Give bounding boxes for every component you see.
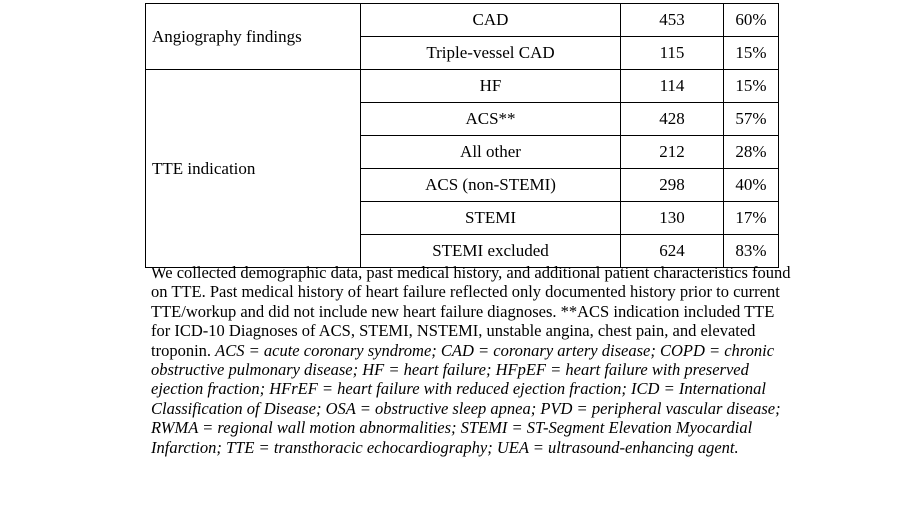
results-table [145,3,779,268]
row-item: ACS** [361,103,621,136]
row-percent: 57% [724,103,779,136]
row-item: ACS (non-STEMI) [361,169,621,202]
footnote-abbreviations: ACS = acute coronary syndrome; CAD = coronary artery disease; COPD = chronic obstructive pulmonary disease; HF = heart failure; HFpEF = heart failure with preserved ejection fraction; HFrEF = heart failure with reduced ejection fraction; ICD = International Classification of Disease; OSA = obstructive sleep apnea; PVD = peripheral vascular disease; RWMA = regional wall motion abnormalities; STEMI = ST-Segment Elevation Myocardial Infarction; TTE = transthoracic echocardiography; UEA = ultrasound-enhancing agent. [151,340,781,457]
row-count: 298 [621,169,724,202]
row-item: All other [361,136,621,169]
group-label-tte-indication: TTE indication [146,70,361,268]
row-percent: 60% [724,4,779,37]
footnote-body: We collected demographic data, past medical history, and additional patient characteristics found on TTE. Past medical history of heart failure reflected only documented history prior to current TTE/workup and did not include new heart failure diagnoses. **ACS indication included TTE for ICD-10 Diagnoses of ACS, STEMI, NSTEMI, unstable angina, chest pain, and elevated troponin. [151,263,791,360]
row-count: 115 [621,37,724,70]
row-percent: 17% [724,202,779,235]
table-footnote [151,263,791,457]
table-row [146,70,779,103]
table-row [146,4,779,37]
table-body [146,4,779,268]
row-percent: 83% [724,235,779,268]
row-percent: 28% [724,136,779,169]
row-count: 453 [621,4,724,37]
row-item: STEMI excluded [361,235,621,268]
row-count: 130 [621,202,724,235]
row-item: Triple-vessel CAD [361,37,621,70]
results-table-container [145,3,778,268]
group-label-angiography-findings: Angiography findings [146,4,361,70]
row-count: 624 [621,235,724,268]
row-percent: 40% [724,169,779,202]
row-percent: 15% [724,70,779,103]
row-count: 114 [621,70,724,103]
row-percent: 15% [724,37,779,70]
row-count: 212 [621,136,724,169]
row-item: HF [361,70,621,103]
row-item: CAD [361,4,621,37]
row-count: 428 [621,103,724,136]
row-item: STEMI [361,202,621,235]
